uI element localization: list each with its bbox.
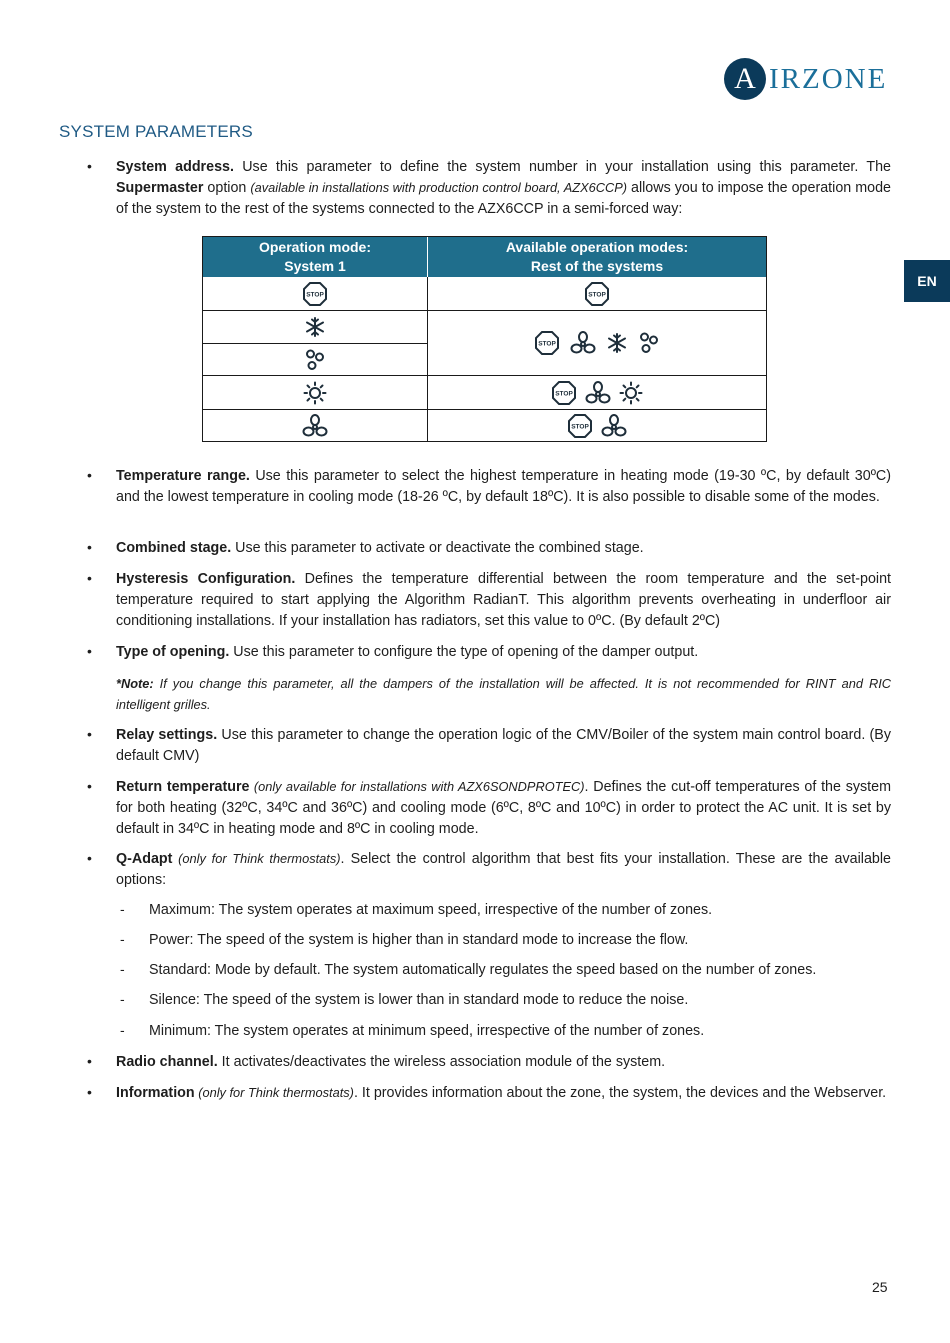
note-paragraph: *Note: If you change this parameter, all the dampers of the installation will be affected. It is not recommended for RINT and RIC intelligent grilles.: [116, 676, 891, 712]
system-address-paragraph: System address. Use this parameter to define the system number in your installation using this parameter. The Supermaster option (available in installations with production control board, AZX6CCP) allows you to impose the operation mode of the system to the rest of the systems connected to the AZX6CCP in a semi-forced way:: [116, 159, 891, 217]
hysteresis-paragraph: Hysteresis Configuration. Defines the temperature differential between the room temperature and the set-point temperature required to start applying the Algorithm RadianT. This algorithm prevents overheating in underfloor air conditioning installations. If your installation has radiators, set this value to 0ºC. (By default 2ºC): [116, 571, 892, 629]
q-adapt-option: Silence: The speed of the system is lower than in standard mode to reduce the noise.: [149, 992, 689, 1008]
sun-icon: [303, 381, 327, 405]
bullet: •: [87, 539, 92, 555]
bullet: •: [87, 643, 92, 659]
svg-text:STOP: STOP: [538, 340, 556, 348]
mode-cell-stop: [203, 277, 427, 310]
mode-cell-dry: [203, 344, 427, 375]
bullet: •: [87, 850, 92, 866]
available-cell-heat: [428, 376, 766, 409]
drops-icon: [304, 348, 326, 372]
section-title: SYSTEM PARAMETERS: [59, 122, 253, 141]
temperature-range-paragraph: Temperature range. Use this parameter to select the highest temperature in heating mode (19-30 ºC, by default 30ºC) and the lowest temperature in cooling mode (18-26 ºC, by default 18ºC). It is also possible to disable some of the modes.: [116, 468, 891, 505]
svg-text:STOP: STOP: [555, 390, 573, 397]
mode-cell-fan: [203, 410, 427, 442]
logo-initial: A: [724, 58, 766, 100]
sun-icon: [619, 381, 643, 405]
svg-text:STOP: STOP: [571, 423, 589, 431]
q-adapt-option: Standard: Mode by default. The system automatically regulates the speed based on the number of zones.: [149, 962, 817, 978]
stop-icon: [534, 330, 560, 356]
language-tab[interactable]: EN: [904, 260, 950, 302]
dash: -: [120, 931, 125, 947]
dash: -: [120, 991, 125, 1007]
return-temperature-paragraph: Return temperature (only available for installations with AZX6SONDPROTEC). Defines the cut-off temperatures of the system for both heating (32ºC, 34ºC and 36ºC) and cooling mode (6ºC, 8ºC and 10ºC) in order to protect the AC unit. It is set by default in 34ºC in heating mode and 8ºC in cooling mode.: [116, 779, 891, 837]
type-of-opening-paragraph: Type of opening. Use this parameter to configure the type of opening of the damper output.: [116, 644, 699, 660]
available-cell-stop: [428, 277, 766, 310]
combined-stage-paragraph: Combined stage. Use this parameter to activate or deactivate the combined stage.: [116, 540, 644, 556]
mode-cell-cool: [203, 311, 427, 343]
bullet: •: [87, 158, 92, 174]
fan-icon: [601, 414, 627, 438]
bullet: •: [87, 570, 92, 586]
bullet: •: [87, 726, 92, 742]
svg-text:STOP: STOP: [306, 291, 324, 298]
dash: -: [120, 961, 125, 977]
logo-wordmark: IRZONE: [769, 62, 888, 95]
mode-cell-heat: [203, 376, 427, 409]
stop-icon: [584, 281, 610, 307]
snowflake-icon: [606, 332, 628, 354]
stop-icon: [302, 281, 328, 307]
q-adapt-option: Power: The speed of the system is higher than in standard mode to increase the flow.: [149, 932, 689, 948]
bullet: •: [87, 467, 92, 483]
available-cell-fan: [428, 410, 766, 442]
fan-icon: [585, 381, 611, 405]
svg-text:STOP: STOP: [588, 291, 606, 298]
fan-icon: [302, 414, 328, 438]
fan-icon: [570, 331, 596, 355]
bullet: •: [87, 1053, 92, 1069]
operation-modes-table: [202, 236, 767, 442]
bullet: •: [87, 778, 92, 794]
radio-channel-paragraph: Radio channel. It activates/deactivates the wireless association module of the system.: [116, 1054, 666, 1070]
stop-icon: [551, 380, 577, 406]
table-header-rest: Available operation modes: Rest of the systems: [428, 237, 766, 277]
available-cell-cool-dry: [428, 311, 766, 375]
dash: -: [120, 1022, 125, 1038]
drops-icon: [638, 331, 660, 355]
snowflake-icon: [304, 316, 326, 338]
table-header-system1: Operation mode: System 1: [203, 237, 428, 277]
bullet: •: [87, 1084, 92, 1100]
q-adapt-paragraph: Q-Adapt (only for Think thermostats). Select the control algorithm that best fits your installation. These are the available options:: [116, 851, 891, 888]
stop-icon: [567, 413, 593, 439]
airzone-logo: [724, 56, 894, 102]
information-paragraph: Information (only for Think thermostats). It provides information about the zone, the system, the devices and the Webserver.: [116, 1085, 887, 1101]
page-number: 25: [872, 1279, 888, 1295]
relay-settings-paragraph: Relay settings. Use this parameter to change the operation logic of the CMV/Boiler of the system main control board. (By default CMV): [116, 727, 891, 764]
q-adapt-option: Minimum: The system operates at minimum speed, irrespective of the number of zones.: [149, 1023, 705, 1039]
dash: -: [120, 901, 125, 917]
q-adapt-option: Maximum: The system operates at maximum speed, irrespective of the number of zones.: [149, 902, 713, 918]
